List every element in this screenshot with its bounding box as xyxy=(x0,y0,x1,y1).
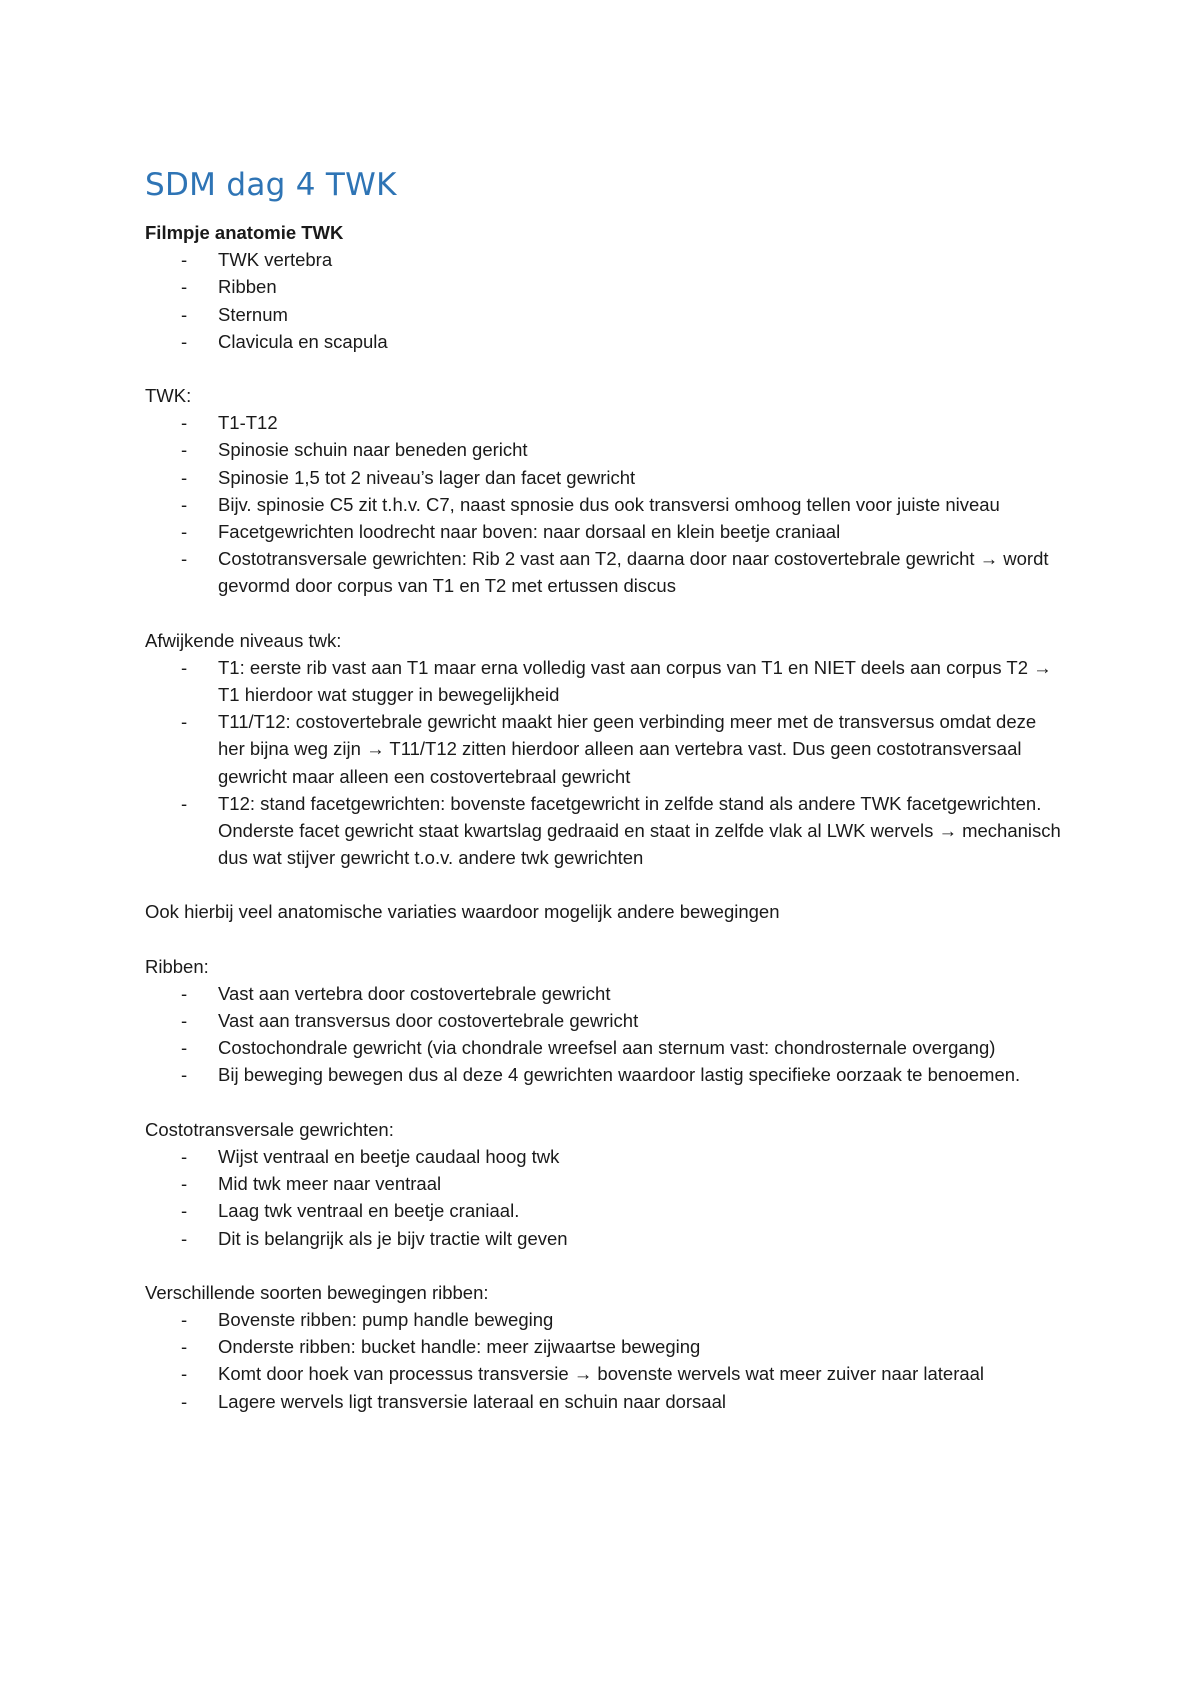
list-item-text: Ribben xyxy=(218,276,277,298)
section-heading: Verschillende soorten bewegingen ribben: xyxy=(145,1281,489,1303)
list-item-text: T11/T12: costovertebrale gewricht maakt hier geen verbinding meer met de transversus omdat deze her bijna weg zijn → T11/T12 zitten hierdoor alleen aan vertebra vast. Dus geen costotransversaal gewricht maar alleen een costovertebraal gewricht xyxy=(218,711,1037,787)
list-item xyxy=(145,464,1065,491)
list-item-text: Spinosie 1,5 tot 2 niveau’s lager dan facet gewricht xyxy=(218,466,636,488)
section xyxy=(145,1116,1065,1252)
section-heading: Ook hierbij veel anatomische variaties waardoor mogelijk andere bewegingen xyxy=(145,901,780,923)
list-item-text: Vast aan transversus door costovertebrale gewricht xyxy=(218,1010,639,1032)
dash-bullet-icon: - xyxy=(181,466,188,488)
list-item xyxy=(145,409,1065,436)
list-item xyxy=(145,436,1065,463)
dash-bullet-icon: - xyxy=(181,303,188,325)
list-item xyxy=(145,1170,1065,1197)
document-title: SDM dag 4 TWK xyxy=(145,167,397,203)
list-item-text: TWK vertebra xyxy=(218,249,333,271)
list-item-text: Bij beweging bewegen dus al deze 4 gewrichten waardoor lastig specifieke oorzaak te benoemen. xyxy=(218,1064,1021,1086)
dash-bullet-icon: - xyxy=(181,521,188,543)
bullet-list xyxy=(145,1306,1065,1415)
section xyxy=(145,627,1065,872)
list-item xyxy=(145,790,1065,872)
list-item-text: Clavicula en scapula xyxy=(218,330,388,352)
list-item xyxy=(145,708,1065,790)
bullet-list xyxy=(145,409,1065,599)
list-item-text: Costotransversale gewrichten: Rib 2 vast aan T2, daarna door naar costovertebrale gewricht → wordt gevormd door corpus van T1 en T2 met ertussen discus xyxy=(218,548,1049,597)
dash-bullet-icon: - xyxy=(181,1363,188,1385)
section-heading: Ribben: xyxy=(145,955,209,977)
list-item-text: Sternum xyxy=(218,303,288,325)
section xyxy=(145,219,1065,355)
list-item-text: Dit is belangrijk als je bijv tractie wilt geven xyxy=(218,1227,568,1249)
dash-bullet-icon: - xyxy=(181,1037,188,1059)
section xyxy=(145,1279,1065,1415)
list-item xyxy=(145,491,1065,518)
dash-bullet-icon: - xyxy=(181,1173,188,1195)
bullet-list xyxy=(145,1143,1065,1252)
list-item xyxy=(145,1007,1065,1034)
list-item xyxy=(145,1360,1065,1387)
list-item xyxy=(145,518,1065,545)
dash-bullet-icon: - xyxy=(181,493,188,515)
list-item-text: Laag twk ventraal en beetje craniaal. xyxy=(218,1200,520,1222)
list-item-text: T1: eerste rib vast aan T1 maar erna volledig vast aan corpus van T1 en NIET deels aan corpus T2 → T1 hierdoor wat stugger in bewegelijkheid xyxy=(218,656,1052,706)
list-item-text: Mid twk meer naar ventraal xyxy=(218,1173,442,1195)
list-item xyxy=(145,545,1065,599)
document-body xyxy=(145,165,1065,1442)
list-item-text: Spinosie schuin naar beneden gericht xyxy=(218,439,528,461)
dash-bullet-icon: - xyxy=(181,1227,188,1249)
dash-bullet-icon: - xyxy=(181,276,188,298)
list-item-text: Wijst ventraal en beetje caudaal hoog twk xyxy=(218,1145,560,1167)
list-item-text: Costochondrale gewricht (via chondrale wreefsel aan sternum vast: chondrosternale overgang) xyxy=(218,1037,996,1059)
dash-bullet-icon: - xyxy=(181,330,188,352)
list-item xyxy=(145,273,1065,300)
list-item-text: Bovenste ribben: pump handle beweging xyxy=(218,1308,554,1330)
list-item-text: T12: stand facetgewrichten: bovenste facetgewricht in zelfde stand als andere TWK facetgewrichten. Onderste facet gewricht staat kwartslag gedraaid en staat in zelfde vlak al LWK wervels → mechanisch dus wat stijver gewricht t.o.v. andere twk gewrichten xyxy=(218,792,1061,869)
list-item xyxy=(145,654,1065,708)
dash-bullet-icon: - xyxy=(181,792,188,814)
list-item xyxy=(145,1333,1065,1360)
list-item xyxy=(145,328,1065,355)
section xyxy=(145,953,1065,1089)
list-item xyxy=(145,1034,1065,1061)
list-item xyxy=(145,1306,1065,1333)
dash-bullet-icon: - xyxy=(181,1336,188,1358)
list-item-text: Onderste ribben: bucket handle: meer zijwaartse beweging xyxy=(218,1336,701,1358)
dash-bullet-icon: - xyxy=(181,711,188,733)
dash-bullet-icon: - xyxy=(181,1145,188,1167)
list-item xyxy=(145,1197,1065,1224)
dash-bullet-icon: - xyxy=(181,656,188,678)
bullet-list xyxy=(145,980,1065,1089)
section xyxy=(145,898,1065,925)
dash-bullet-icon: - xyxy=(181,412,188,434)
dash-bullet-icon: - xyxy=(181,982,188,1004)
list-item xyxy=(145,1143,1065,1170)
list-item-text: Bijv. spinosie C5 zit t.h.v. C7, naast spnosie dus ook transversi omhoog tellen voor juiste niveau xyxy=(218,493,1000,515)
list-item-text: Lagere wervels ligt transversie lateraal en schuin naar dorsaal xyxy=(218,1390,726,1412)
dash-bullet-icon: - xyxy=(181,439,188,461)
section xyxy=(145,382,1065,600)
dash-bullet-icon: - xyxy=(181,249,188,271)
list-item xyxy=(145,1061,1065,1088)
dash-bullet-icon: - xyxy=(181,1010,188,1032)
section-heading: TWK: xyxy=(145,385,192,407)
section-heading: Filmpje anatomie TWK xyxy=(145,222,344,243)
list-item-text: Komt door hoek van processus transversie → bovenste wervels wat meer zuiver naar lateraal xyxy=(218,1363,985,1385)
dash-bullet-icon: - xyxy=(181,1390,188,1412)
document-sections xyxy=(145,219,1065,1415)
list-item xyxy=(145,246,1065,273)
section-heading: Costotransversale gewrichten: xyxy=(145,1118,394,1140)
section-heading: Afwijkende niveaus twk: xyxy=(145,629,342,651)
list-item xyxy=(145,980,1065,1007)
dash-bullet-icon: - xyxy=(181,1308,188,1330)
dash-bullet-icon: - xyxy=(181,548,188,570)
dash-bullet-icon: - xyxy=(181,1064,188,1086)
dash-bullet-icon: - xyxy=(181,1200,188,1222)
bullet-list xyxy=(145,246,1065,355)
list-item-text: Vast aan vertebra door costovertebrale gewricht xyxy=(218,982,611,1004)
list-item-text: T1-T12 xyxy=(218,412,278,434)
list-item xyxy=(145,1225,1065,1252)
list-item xyxy=(145,1388,1065,1415)
list-item-text: Facetgewrichten loodrecht naar boven: naar dorsaal en klein beetje craniaal xyxy=(218,521,841,543)
list-item xyxy=(145,301,1065,328)
bullet-list xyxy=(145,654,1065,872)
